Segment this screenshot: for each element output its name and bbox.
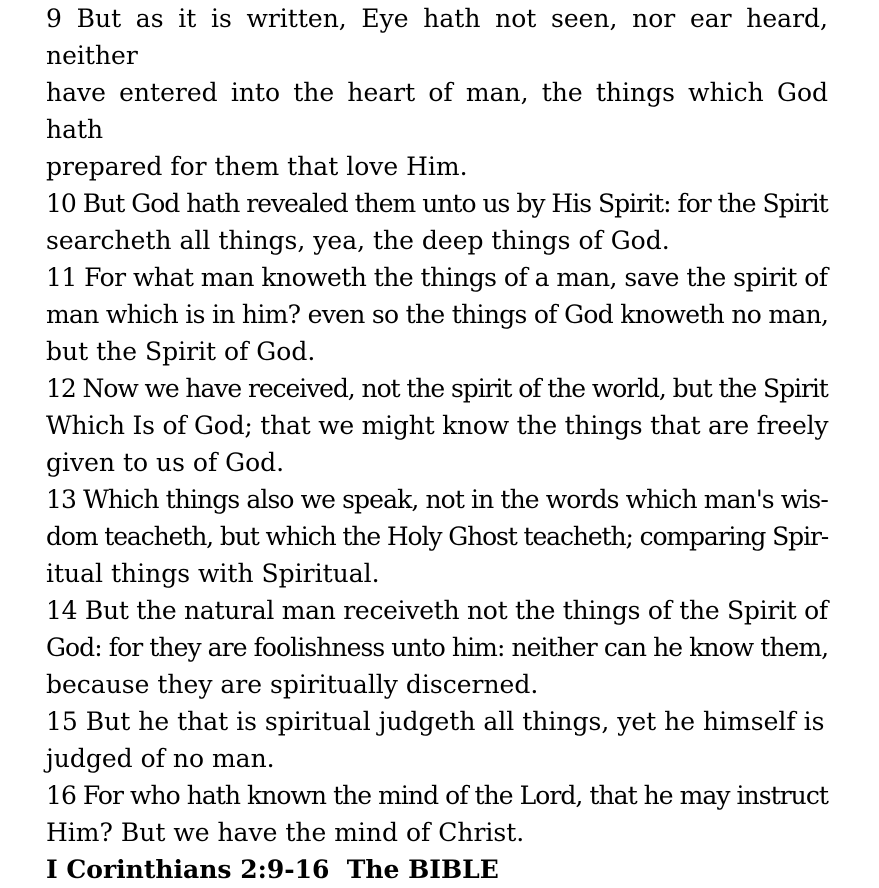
verse-11 (46, 259, 828, 370)
verse-line: 12 Now we have received, not the spirit of the world, but the Spirit (46, 374, 828, 403)
scripture-page (46, 0, 828, 888)
verse-16 (46, 777, 828, 851)
verse-line: Which Is of God; that we might know the things that are freely (46, 411, 829, 440)
verse-line: given to us of God. (46, 448, 285, 477)
verse-line: but the Spirit of God. (46, 337, 316, 366)
verse-line: God: for they are foolishness unto him: neither can he know them, (46, 633, 829, 662)
verse-line: Him? But we have the mind of Christ. (46, 818, 525, 847)
verse-line: 13 Which things also we speak, not in the words which man's wis- (46, 485, 828, 514)
verse-10 (46, 185, 828, 259)
verse-line: prepared for them that love Him. (46, 152, 468, 181)
verse-9 (46, 0, 828, 185)
citation-reference: I Corinthians 2:9-16 The BIBLE (46, 855, 499, 884)
verse-line: 9 But as it is written, Eye hath not seen, nor ear heard, neither (46, 4, 828, 70)
verse-line: because they are spiritually discerned. (46, 670, 539, 699)
verse-line: 11 For what man knoweth the things of a man, save the spirit of (46, 263, 828, 292)
verse-line: 15 But he that is spiritual judgeth all things, yet he himself is (46, 707, 825, 736)
verse-line: itual things with Spiritual. (46, 559, 380, 588)
verse-line: have entered into the heart of man, the things which God hath (46, 78, 828, 144)
verse-line: searcheth all things, yea, the deep things of God. (46, 226, 670, 255)
verse-13 (46, 481, 828, 592)
verse-line: man which is in him? even so the things of God knoweth no man, (46, 300, 829, 329)
verse-line: dom teacheth, but which the Holy Ghost teacheth; comparing Spir- (46, 522, 829, 551)
verse-line: judged of no man. (46, 744, 275, 773)
verse-line: 16 For who hath known the mind of the Lord, that he may instruct (46, 781, 828, 810)
verse-line: 14 But the natural man receiveth not the things of the Spirit of (46, 596, 828, 625)
verse-15 (46, 703, 828, 777)
verse-12 (46, 370, 828, 481)
verse-14 (46, 592, 828, 703)
verse-line: 10 But God hath revealed them unto us by His Spirit: for the Spirit (46, 189, 828, 218)
